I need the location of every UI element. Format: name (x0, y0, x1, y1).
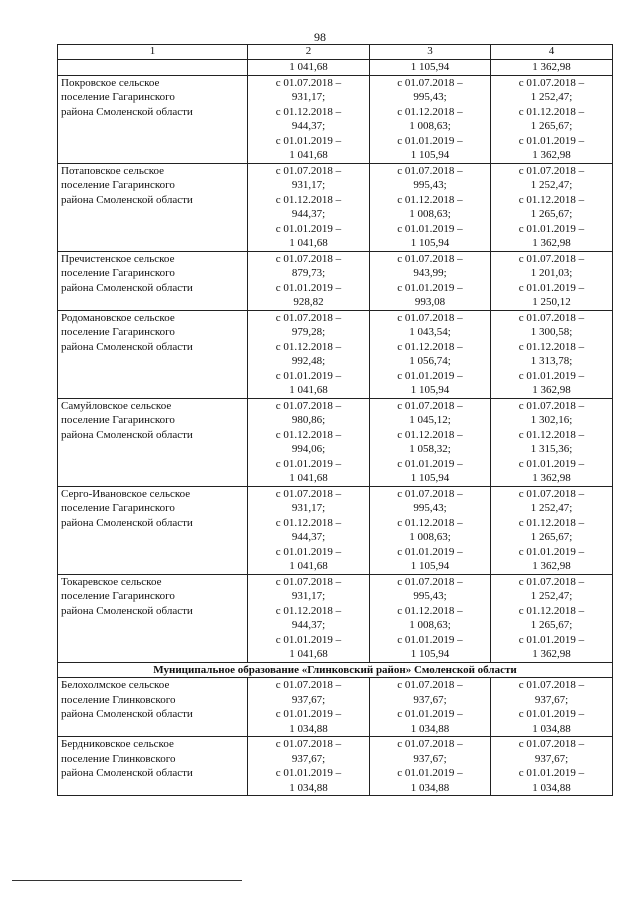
tariff-cell-col4-line: с 01.01.2019 – (518, 134, 585, 147)
table-row (58, 310, 613, 398)
settlement-name-cell-line: поселение Глинковского (61, 693, 176, 706)
tariff-cell-col2 (248, 574, 370, 662)
tariff-cell-col2-line: с 01.12.2018 – (275, 604, 342, 617)
tariff-cell-col2-line: с 01.12.2018 – (275, 193, 342, 206)
tariff-cell-col2-line: с 01.07.2018 – (275, 679, 342, 691)
settlement-name-cell-line: Самуйловское сельское (61, 399, 172, 412)
tariff-cell-col4-line: 1 302,16; (530, 414, 573, 426)
tariff-cell-col3 (370, 310, 491, 398)
tariff-cell-col2-line: 979,28; (291, 326, 326, 338)
tariff-cell-col4 (491, 398, 613, 486)
tariff-cell-col4-line: 1 313,78; (530, 355, 573, 367)
tariff-cell-col3-line: 1 045,12; (409, 414, 451, 426)
tariff-cell-col2-line: 1 041,68 (289, 384, 328, 396)
tariff-cell-col4 (491, 75, 613, 163)
tariff-cell-col2-line: 994,06; (291, 443, 326, 455)
tariff-cell-col2 (248, 678, 370, 737)
settlement-name-cell-line: Бердниковское сельское (61, 738, 174, 750)
settlement-name-cell-line: района Смоленской области (61, 281, 193, 294)
settlement-name-cell-line: Белохолмское сельское (61, 679, 170, 691)
tariff-cell-col4-line: с 01.07.2018 – (518, 738, 585, 750)
tariff-cell-col2-line: 1 041,68 (289, 472, 328, 484)
settlement-name-cell-line: поселение Гагаринского (61, 590, 175, 602)
footnote-divider (12, 880, 242, 881)
tariff-cell-col3-line: 995,43; (413, 590, 447, 602)
tariff-cell-col2-line: 928,82 (293, 296, 324, 308)
tariff-cell-col4-line: с 01.07.2018 – (518, 164, 585, 177)
tariff-cell-col3 (370, 486, 491, 574)
tariff-cell-col2 (248, 251, 370, 310)
tariff-cell-col2-line: 992,48; (291, 355, 326, 367)
tariff-cell-col4-line: с 01.07.2018 – (518, 76, 585, 89)
tariff-cell-col2-line: с 01.12.2018 – (275, 516, 342, 529)
tariff-cell-col2-line: 937,67; (291, 752, 326, 765)
settlement-name-cell-line: поселение Гагаринского (61, 179, 175, 191)
tariff-cell-col2-line: 944,37; (291, 619, 326, 631)
tariff-cell-col3-line: с 01.12.2018 – (397, 105, 463, 118)
settlement-name-cell-line: района Смоленской области (61, 340, 193, 353)
tariff-cell-col2-line: 931,17; (291, 179, 326, 191)
tariff-cell-col3-line: с 01.07.2018 – (397, 76, 463, 89)
table-row (58, 163, 613, 251)
tariff-cell-col2-line: с 01.01.2019 – (275, 633, 342, 646)
tariff-cell-col2-line: с 01.07.2018 – (275, 575, 342, 588)
tariff-cell-col4-line: 1 034,88 (532, 781, 571, 794)
settlement-name-cell-line: района Смоленской области (61, 516, 193, 529)
tariff-cell-col2-line: с 01.01.2019 – (275, 281, 342, 294)
settlement-name-cell-line: района Смоленской области (61, 767, 193, 779)
tariff-cell-col2-line: с 01.12.2018 – (275, 428, 342, 441)
tariff-cell-col2-line: с 01.01.2019 – (275, 222, 342, 235)
tariff-cell-col3-line: с 01.01.2019 – (397, 369, 463, 382)
tariff-cell-col3-line: 1 008,63; (409, 120, 451, 132)
tariff-cell-col3 (370, 398, 491, 486)
tariff-cell-col4-line: с 01.01.2019 – (518, 545, 585, 558)
tariff-cell-col3-line: с 01.01.2019 – (397, 545, 463, 558)
tariff-cell-col3-line: 1 105,94 (410, 237, 450, 249)
tariff-cell-col4-line: с 01.01.2019 – (518, 633, 585, 646)
tariff-cell-col3-line: 1 105,94 (410, 149, 450, 161)
tariff-cell-col3 (370, 75, 491, 163)
tariff-cell-col2-line: с 01.07.2018 – (275, 399, 342, 412)
tariff-cell-col2-line: с 01.07.2018 – (275, 311, 342, 324)
tariff-cell-col4-line: 1 315,36; (530, 443, 573, 455)
tariff-cell-col2-line: с 01.12.2018 – (275, 340, 342, 353)
settlement-name-cell (58, 163, 248, 251)
tariff-cell-col2-line: 1 041,68 (289, 237, 328, 249)
tariff-cell-col4-line: с 01.07.2018 – (518, 399, 585, 412)
tariff-cell-col2-line: с 01.07.2018 – (275, 76, 342, 89)
tariff-cell-col4 (491, 60, 613, 76)
tariff-cell-col4-line: 1 300,58; (530, 326, 573, 338)
tariff-cell-col2-line: 1 034,88 (289, 722, 328, 735)
tariff-cell-col4-line: с 01.07.2018 – (518, 252, 585, 265)
tariff-cell-col4-line: с 01.01.2019 – (518, 222, 585, 235)
tariff-cell-col2-line: 931,17; (291, 91, 326, 103)
settlement-name-cell-line: Потаповское сельское (61, 164, 165, 177)
tariff-cell-col2-line: с 01.01.2019 – (275, 708, 342, 720)
tariff-cell-col4-line: с 01.01.2019 – (518, 281, 585, 294)
tariff-cell-col2 (248, 737, 370, 796)
tariff-cell-col4 (491, 310, 613, 398)
settlement-name-cell-line: района Смоленской области (61, 193, 193, 206)
tariff-cell-col4-line: 1 362,98 (532, 149, 571, 161)
settlement-name-cell (58, 60, 248, 76)
settlement-name-cell-line: Родомановское сельское (61, 311, 175, 324)
settlement-name-cell-line: поселение Гагаринского (61, 91, 175, 103)
tariff-cell-col2-line: 1 041,68 (289, 149, 328, 161)
tariff-cell-col2-line: 1 041,68 (289, 648, 328, 660)
tariff-cell-col3-line: 995,43; (413, 91, 447, 103)
table-row (58, 251, 613, 310)
settlement-name-cell-line: района Смоленской области (61, 428, 193, 441)
tariff-cell-col2-line: с 01.01.2019 – (275, 767, 342, 779)
tariff-cell-col4-line: 1 265,67; (530, 208, 573, 220)
settlement-name-cell-line: Серго-Ивановское сельское (61, 487, 191, 500)
tariff-cell-col3-line: с 01.01.2019 – (397, 633, 463, 646)
tariff-cell-col3-line: с 01.07.2018 – (397, 679, 463, 691)
tariff-cell-col3 (370, 60, 491, 76)
tariff-cell-col3-line: 1 043,54; (409, 326, 451, 338)
table-row (58, 398, 613, 486)
tariff-cell-col2-line: 1 041,68 (289, 61, 328, 73)
tariff-cell-col4-line: с 01.12.2018 – (518, 340, 585, 353)
tariff-cell-col3 (370, 678, 491, 737)
tariff-cell-col3-line: 1 105,94 (410, 61, 450, 73)
settlement-name-cell (58, 737, 248, 796)
settlement-name-cell-line: поселение Гагаринского (61, 414, 175, 426)
tariff-cell-col4-line: с 01.01.2019 – (518, 369, 585, 382)
table-row (58, 678, 613, 737)
tariff-cell-col3-line: 1 058,32; (409, 443, 451, 455)
column-header-1: 1 (58, 45, 248, 60)
tariff-cell-col4-line: 1 362,98 (532, 237, 571, 249)
tariff-cell-col2-line: 931,17; (291, 502, 326, 514)
tariff-cell-col3-line: 1 034,88 (410, 722, 450, 735)
tariff-cell-col4-line: 1 362,98 (532, 472, 571, 484)
tariff-cell-col4-line: 1 201,03; (530, 267, 573, 279)
tariff-cell-col2-line: 980,86; (291, 414, 326, 426)
tariff-cell-col2-line: 1 034,88 (289, 781, 328, 794)
tariff-cell-col3-line: 1 105,94 (410, 384, 450, 396)
tariff-cell-col2 (248, 60, 370, 76)
tariff-cell-col2 (248, 486, 370, 574)
tariff-cell-col2 (248, 310, 370, 398)
tariff-cell-col2-line: 879,73; (291, 267, 326, 279)
tariff-cell-col4-line: с 01.12.2018 – (518, 193, 585, 206)
tariff-cell-col3 (370, 574, 491, 662)
tariff-cell-col2 (248, 163, 370, 251)
tariff-cell-col3-line: 993,08 (414, 296, 446, 308)
tariff-cell-col3-line: с 01.07.2018 – (397, 487, 463, 500)
tariff-cell-col2-line: 944,37; (291, 531, 326, 543)
tariff-cell-col4-line: 1 252,47; (530, 179, 573, 191)
tariff-cell-col3-line: 1 105,94 (410, 472, 450, 484)
settlement-name-cell (58, 251, 248, 310)
tariff-cell-col4-line: с 01.07.2018 – (518, 575, 585, 588)
settlement-name-cell-line: Пречистенское сельское (61, 252, 175, 265)
tariff-cell-col3-line: 1 008,63; (409, 208, 451, 220)
tariff-cell-col2-line: 937,67; (291, 693, 326, 706)
tariff-cell-col4-line: 1 265,67; (530, 531, 573, 543)
settlement-name-cell (58, 486, 248, 574)
tariff-cell-col3-line: с 01.12.2018 – (397, 340, 463, 353)
settlement-name-cell-line: Токаревское сельское (61, 575, 162, 588)
tariff-cell-col2 (248, 75, 370, 163)
settlement-name-cell-line: района Смоленской области (61, 105, 193, 118)
tariff-cell-col4-line: с 01.01.2019 – (518, 767, 585, 779)
page-number: 98 (314, 30, 326, 44)
tariff-cell-col4-line: с 01.12.2018 – (518, 428, 585, 441)
tariff-cell-col3-line: с 01.12.2018 – (397, 604, 463, 617)
tariff-cell-col4-line: 937,67; (534, 693, 569, 706)
settlement-name-cell (58, 574, 248, 662)
tariff-cell-col4 (491, 678, 613, 737)
settlement-name-cell-line: района Смоленской области (61, 604, 193, 617)
table-row (58, 60, 613, 76)
table-body (58, 60, 613, 796)
tariff-cell-col2-line: с 01.07.2018 – (275, 487, 342, 500)
tariff-cell-col2-line: с 01.01.2019 – (275, 134, 342, 147)
settlement-name-cell (58, 398, 248, 486)
tariff-cell-col3-line: с 01.01.2019 – (397, 457, 463, 470)
tariff-cell-col4-line: 937,67; (534, 752, 569, 765)
tariff-cell-col4 (491, 163, 613, 251)
tariff-cell-col3-line: с 01.07.2018 – (397, 575, 463, 588)
tariff-cell-col4-line: 1 034,88 (532, 722, 571, 735)
table-row (58, 75, 613, 163)
tariff-cell-col3-line: с 01.12.2018 – (397, 516, 463, 529)
column-header-4: 4 (491, 45, 613, 60)
tariff-cell-col3-line: 937,67; (413, 693, 447, 706)
tariff-cell-col3-line: с 01.12.2018 – (397, 193, 463, 206)
tariff-cell-col3-line: 943,99; (413, 267, 447, 279)
tariff-cell-col4-line: 1 252,47; (530, 590, 573, 602)
settlement-name-cell-line: поселение Гагаринского (61, 502, 175, 514)
tariff-cell-col3-line: с 01.01.2019 – (397, 767, 463, 779)
tariff-cell-col4-line: 1 362,98 (532, 61, 571, 73)
tariff-cell-col3-line: с 01.07.2018 – (397, 738, 463, 750)
tariff-table (57, 44, 613, 796)
settlement-name-cell-line: поселение Гагаринского (61, 326, 175, 338)
tariff-cell-col4-line: с 01.01.2019 – (518, 708, 585, 720)
tariff-cell-col3 (370, 251, 491, 310)
settlement-name-cell-line: Покровское сельское (61, 76, 160, 89)
tariff-cell-col4 (491, 251, 613, 310)
tariff-cell-col4-line: 1 362,98 (532, 648, 571, 660)
tariff-cell-col4-line: с 01.12.2018 – (518, 516, 585, 529)
tariff-cell-col4-line: 1 250,12 (532, 296, 571, 308)
tariff-cell-col3-line: 1 008,63; (409, 619, 451, 631)
settlement-name-cell-line: поселение Глинковского (61, 752, 176, 765)
tariff-cell-col2-line: с 01.12.2018 – (275, 105, 342, 118)
tariff-cell-col4-line: 1 362,98 (532, 560, 571, 572)
tariff-cell-col3 (370, 737, 491, 796)
tariff-cell-col3-line: 937,67; (413, 752, 447, 765)
tariff-cell-col2-line: с 01.07.2018 – (275, 252, 342, 265)
tariff-cell-col3-line: с 01.01.2019 – (397, 281, 463, 294)
tariff-cell-col3-line: 1 105,94 (410, 648, 450, 660)
tariff-cell-col3-line: 1 105,94 (410, 560, 450, 572)
column-number-row (58, 45, 613, 60)
tariff-cell-col4-line: с 01.12.2018 – (518, 105, 585, 118)
tariff-cell-col3-line: с 01.07.2018 – (397, 311, 463, 324)
tariff-cell-col4-line: 1 252,47; (530, 502, 573, 514)
tariff-cell-col2-line: с 01.07.2018 – (275, 738, 342, 750)
tariff-cell-col2-line: 931,17; (291, 590, 326, 602)
section-title: Муниципальное образование «Глинковский район» Смоленской области (58, 662, 613, 678)
tariff-cell-col4-line: 1 265,67; (530, 120, 573, 132)
tariff-cell-col4-line: с 01.12.2018 – (518, 604, 585, 617)
tariff-cell-col3-line: 1 056,74; (409, 355, 451, 367)
tariff-cell-col3-line: с 01.07.2018 – (397, 399, 463, 412)
tariff-cell-col4-line: 1 265,67; (530, 619, 573, 631)
tariff-cell-col3-line: 995,43; (413, 502, 447, 514)
settlement-name-cell-line: поселение Гагаринского (61, 267, 175, 279)
tariff-cell-col3 (370, 163, 491, 251)
tariff-cell-col4 (491, 486, 613, 574)
tariff-cell-col4-line: с 01.01.2019 – (518, 457, 585, 470)
settlement-name-cell (58, 310, 248, 398)
section-row (58, 662, 613, 678)
settlement-name-cell (58, 678, 248, 737)
table-row (58, 574, 613, 662)
tariff-cell-col2-line: с 01.01.2019 – (275, 545, 342, 558)
column-header-2: 2 (248, 45, 370, 60)
tariff-cell-col2-line: 944,37; (291, 208, 326, 220)
tariff-cell-col2-line: с 01.01.2019 – (275, 369, 342, 382)
tariff-cell-col3-line: 1 008,63; (409, 531, 451, 543)
tariff-cell-col3-line: с 01.07.2018 – (397, 164, 463, 177)
settlement-name-cell (58, 75, 248, 163)
tariff-cell-col4-line: с 01.07.2018 – (518, 679, 585, 691)
tariff-cell-col2-line: с 01.07.2018 – (275, 164, 342, 177)
tariff-cell-col4 (491, 737, 613, 796)
column-header-3: 3 (370, 45, 491, 60)
tariff-cell-col4 (491, 574, 613, 662)
tariff-cell-col2 (248, 398, 370, 486)
table-row (58, 486, 613, 574)
tariff-cell-col4-line: с 01.07.2018 – (518, 311, 585, 324)
tariff-cell-col3-line: 995,43; (413, 179, 447, 191)
tariff-cell-col3-line: с 01.01.2019 – (397, 708, 463, 720)
tariff-cell-col2-line: 1 041,68 (289, 560, 328, 572)
tariff-cell-col3-line: 1 034,88 (410, 781, 450, 794)
settlement-name-cell-line: района Смоленской области (61, 708, 193, 720)
tariff-cell-col3-line: с 01.07.2018 – (397, 252, 463, 265)
tariff-cell-col4-line: с 01.07.2018 – (518, 487, 585, 500)
tariff-cell-col2-line: 944,37; (291, 120, 326, 132)
tariff-cell-col3-line: с 01.01.2019 – (397, 134, 463, 147)
tariff-cell-col3-line: с 01.01.2019 – (397, 222, 463, 235)
tariff-cell-col3-line: с 01.12.2018 – (397, 428, 463, 441)
tariff-cell-col2-line: с 01.01.2019 – (275, 457, 342, 470)
tariff-cell-col4-line: 1 362,98 (532, 384, 571, 396)
tariff-cell-col4-line: 1 252,47; (530, 91, 573, 103)
table-row (58, 737, 613, 796)
